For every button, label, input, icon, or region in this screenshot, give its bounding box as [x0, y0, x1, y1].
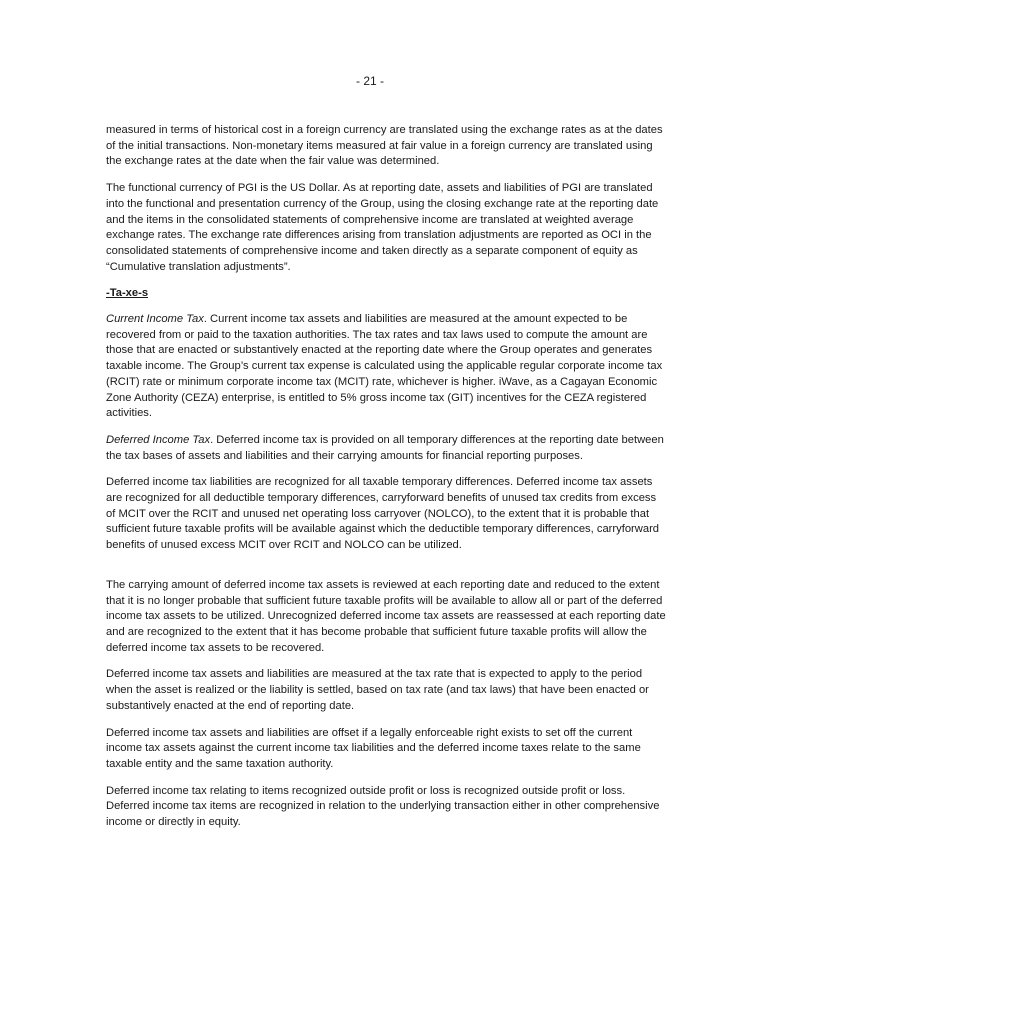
document-body: [106, 123, 666, 842]
paragraph-carrying-amount: The carrying amount of deferred income tax assets is reviewed at each reporting date and reduced to the extent that it is no longer probable that sufficient future taxable profits will be available to allow all or part of the deferred income tax assets to be utilized. Unrecognized deferred income tax assets are reassessed at each reporting date and are recognized to the extent that it has become probable that sufficient future taxable profits will allow the deferred income tax assets to be recovered.: [106, 578, 666, 654]
paragraph-deferred-income-tax: [106, 433, 666, 464]
page-number: - 21 -: [355, 74, 384, 88]
paragraph-foreign-currency-translation: measured in terms of historical cost in a foreign currency are translated using the exchange rates as at the dates of the initial transactions. Non-monetary items measured at fair value in a foreign currency are translated using the exchange rates at the date when the fair value was determined.: [106, 124, 663, 168]
paragraph-deferred-tax-liabilities: Deferred income tax liabilities are recognized for all taxable temporary differences. Deferred income tax assets are recognized for all deductible temporary differences, carryforward benefits of unused tax credits from excess of MCIT over the RCIT and unused net operating loss carryover (NOLCO), to the extent that it is probable that sufficient future taxable profits will be available against which the deductible temporary differences, carryforward benefits of unused excess MCIT over RCIT and NOLCO can be utilized.: [106, 476, 660, 552]
current-income-tax-text: . Current income tax assets and liabilities are measured at the amount expected to be recovered from or paid to the taxation authorities. The tax rates and tax laws used to compute the amount are those that are enacted or substantively enacted at the reporting date where the Group operates and generates taxable income. The Group’s current tax expense is calculated using the applicable regular corporate income tax (RCIT) rate or minimum corporate income tax (MCIT) rate, whichever is higher. iWave, as a Cagayan Economic Zone Authority (CEZA) enterprise, is entitled to 5% gross income tax (GIT) incentives for the CEZA registered activities.: [106, 313, 663, 420]
paragraph-tax-rate-measurement: Deferred income tax assets and liabilities are measured at the tax rate that is expected to apply to the period when the asset is realized or the liability is settled, based on tax rate (and tax laws) that have been enacted or substantively enacted at the end of reporting date.: [106, 668, 649, 712]
paragraph-offset: Deferred income tax assets and liabilities are offset if a legally enforceable right exists to set off the current income tax assets against the current income tax liabilities and the deferred income taxes relate to the same taxable entity and the same taxation authority.: [106, 726, 641, 770]
deferred-income-tax-text: . Deferred income tax is provided on all temporary differences at the reporting date between the tax bases of assets and liabilities and their carrying amounts for financial reporting purposes.: [106, 433, 664, 462]
current-income-tax-lead: Current Income Tax: [106, 313, 204, 326]
paragraph-current-income-tax: [106, 312, 666, 422]
deferred-income-tax-lead: Deferred Income Tax: [106, 433, 211, 446]
section-heading-taxes: -Ta-xe-s: [106, 287, 149, 300]
paragraph-functional-currency: The functional currency of PGI is the US Dollar. As at reporting date, assets and liabilities of PGI are translated into the functional and presentation currency of the Group, using the closing exchange rate at the reporting date and the items in the consolidated statements of comprehensive income are translated at weighted average exchange rates. The exchange rate differences arising from translation adjustments are reported as OCI in the consolidated statements of comprehensive income and taken directly as a separate component of equity as “Cumulative translation adjustments”.: [106, 182, 659, 273]
paragraph-outside-profit-loss: Deferred income tax relating to items recognized outside profit or loss is recognized outside profit or loss. Deferred income tax items are recognized in relation to the underlying transaction either in other comprehensive income or directly in equity.: [106, 784, 660, 829]
